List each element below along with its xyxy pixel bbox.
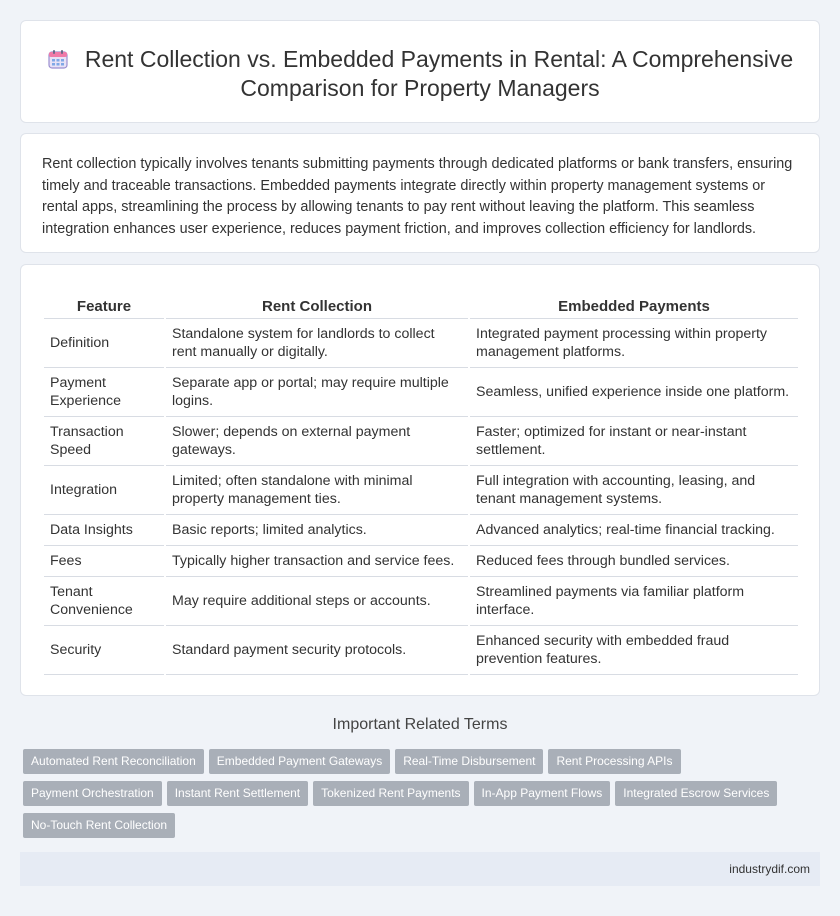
page-title [41, 45, 799, 103]
rent-collection-cell: Limited; often standalone with minimal property management ties. [166, 466, 468, 515]
table-row [44, 319, 798, 368]
intro-paragraph: Rent collection typically involves tenants submitting payments through dedicated platforms or bank transfers, ensuring timely and traceable transactions. Embedded payments integrate directly within property management systems or rental apps, streamlining the process by allowing tenants to pay rent without leaving the platform. This seamless integration enhances user experience, reduces payment friction, and improves collection efficiency for landlords. [42, 156, 793, 237]
rent-collection-cell: May require additional steps or accounts. [166, 577, 468, 626]
related-terms-tags [23, 749, 803, 845]
rent-collection-cell: Basic reports; limited analytics. [166, 515, 468, 546]
rent-collection-cell: Separate app or portal; may require multiple logins. [166, 368, 468, 417]
related-term-tag[interactable]: Instant Rent Settlement [167, 781, 308, 806]
related-term-tag[interactable]: Payment Orchestration [23, 781, 162, 806]
embedded-payments-cell: Integrated payment processing within property management platforms. [470, 319, 798, 368]
feature-cell: Payment Experience [44, 368, 164, 417]
table-header-row [44, 295, 798, 319]
embedded-payments-cell: Enhanced security with embedded fraud prevention features. [470, 626, 798, 675]
table-row [44, 466, 798, 515]
comparison-card [20, 264, 820, 696]
related-terms-title: Important Related Terms [332, 716, 508, 733]
embedded-payments-cell: Reduced fees through bundled services. [470, 546, 798, 577]
related-term-tag[interactable]: No-Touch Rent Collection [23, 813, 175, 838]
rent-collection-cell: Typically higher transaction and service fees. [166, 546, 468, 577]
comparison-table [42, 295, 800, 675]
feature-cell: Fees [44, 546, 164, 577]
table-row [44, 546, 798, 577]
feature-cell: Tenant Convenience [44, 577, 164, 626]
related-term-tag[interactable]: Real-Time Disbursement [395, 749, 543, 774]
feature-cell: Data Insights [44, 515, 164, 546]
table-row [44, 626, 798, 675]
feature-cell: Security [44, 626, 164, 675]
rent-collection-cell: Standard payment security protocols. [166, 626, 468, 675]
embedded-payments-cell: Faster; optimized for instant or near-instant settlement. [470, 417, 798, 466]
related-term-tag[interactable]: Integrated Escrow Services [615, 781, 777, 806]
related-term-tag[interactable]: Tokenized Rent Payments [313, 781, 468, 806]
table-row [44, 368, 798, 417]
footer [20, 852, 820, 886]
related-term-tag[interactable]: Embedded Payment Gateways [209, 749, 390, 774]
table-row [44, 515, 798, 546]
calendar-icon [47, 48, 69, 70]
embedded-payments-cell: Full integration with accounting, leasing, and tenant management systems. [470, 466, 798, 515]
related-term-tag[interactable]: In-App Payment Flows [474, 781, 611, 806]
page-title-text: Rent Collection vs. Embedded Payments in Rental: A Comprehensive Comparison for Property Managers [84, 46, 794, 101]
feature-cell: Integration [44, 466, 164, 515]
rent-collection-cell: Standalone system for landlords to collect rent manually or digitally. [166, 319, 468, 368]
header-embedded-payments: Embedded Payments [470, 295, 798, 319]
header-rent-collection: Rent Collection [166, 295, 468, 319]
embedded-payments-cell: Advanced analytics; real-time financial tracking. [470, 515, 798, 546]
feature-cell: Transaction Speed [44, 417, 164, 466]
intro-card [20, 133, 820, 253]
related-term-tag[interactable]: Rent Processing APIs [548, 749, 680, 774]
embedded-payments-cell: Seamless, unified experience inside one platform. [470, 368, 798, 417]
table-row [44, 577, 798, 626]
embedded-payments-cell: Streamlined payments via familiar platform interface. [470, 577, 798, 626]
related-term-tag[interactable]: Automated Rent Reconciliation [23, 749, 204, 774]
rent-collection-cell: Slower; depends on external payment gateways. [166, 417, 468, 466]
table-row [44, 417, 798, 466]
feature-cell: Definition [44, 319, 164, 368]
footer-site-name: industrydif.com [729, 862, 810, 876]
header-feature: Feature [44, 295, 164, 319]
title-card [20, 20, 820, 123]
